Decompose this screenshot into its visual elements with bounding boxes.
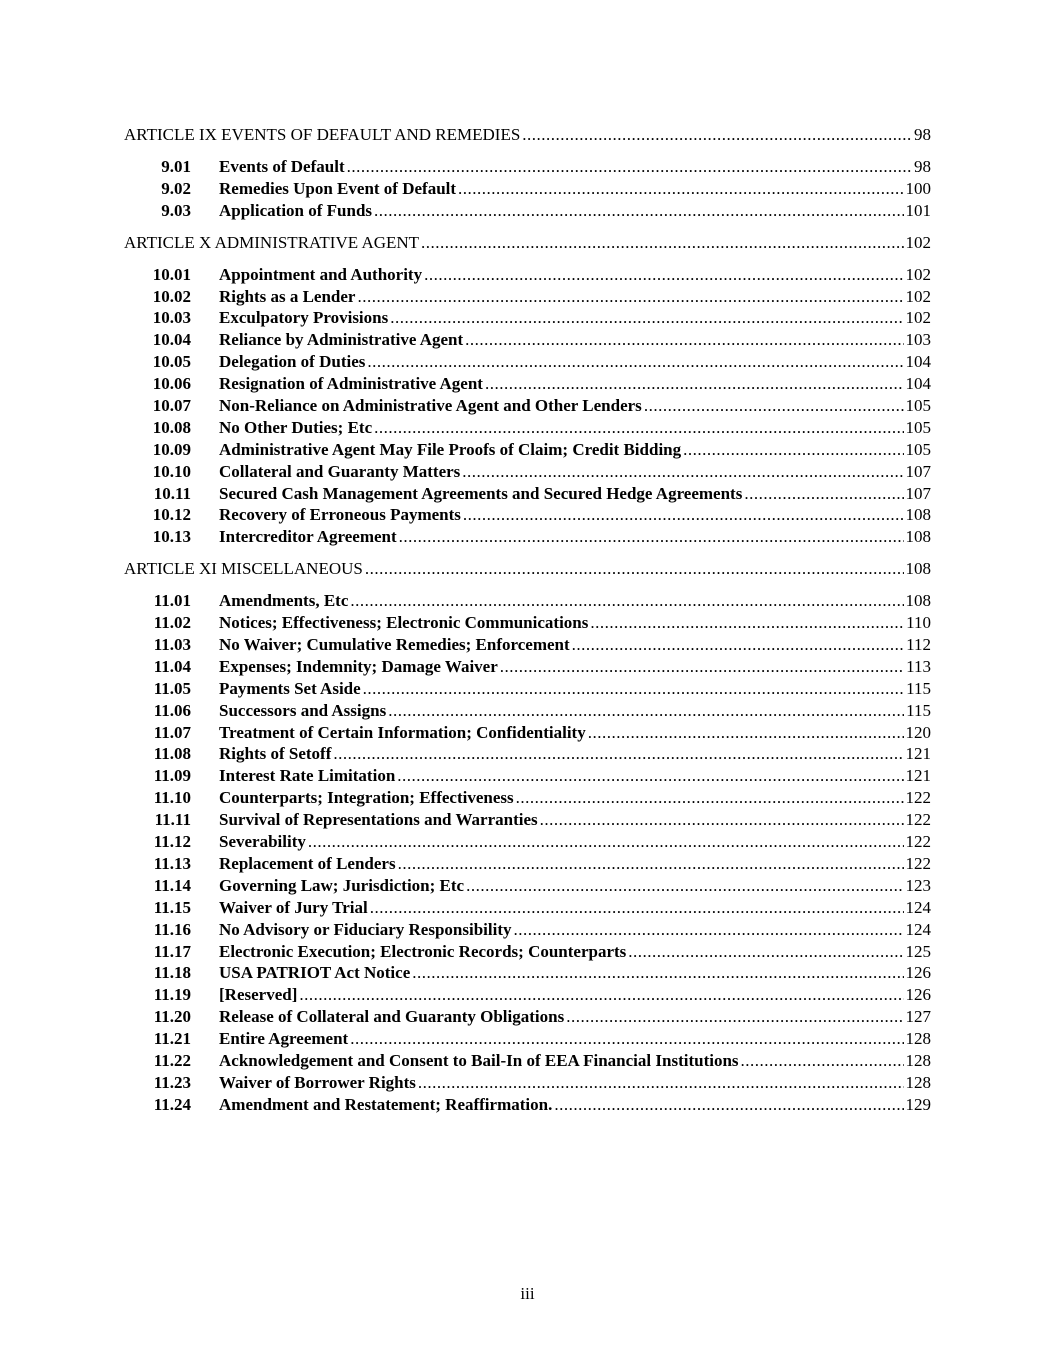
toc-section-number: 10.03: [152, 308, 191, 328]
toc-section-number: 10.13: [152, 527, 191, 547]
toc-section-entry[interactable]: [124, 417, 931, 439]
toc-section-entry[interactable]: [124, 678, 931, 700]
toc-page-number: 120: [905, 722, 931, 742]
toc-section-number: 10.02: [152, 286, 191, 306]
toc-page-number: 121: [905, 744, 931, 764]
toc-section-number: 11.08: [153, 744, 191, 764]
toc-page-number: 125: [905, 941, 931, 961]
toc-section-number: 10.05: [152, 352, 191, 372]
toc-section-title: Rights as a Lender: [219, 286, 356, 306]
toc-page-number: 105: [905, 439, 931, 459]
toc-page-number: 115: [906, 678, 931, 698]
dot-leader: [572, 634, 904, 656]
dot-leader: [522, 124, 912, 146]
toc-page-number: 100: [905, 178, 931, 198]
dot-leader: [462, 461, 903, 483]
toc-section-title: Replacement of Lenders: [219, 853, 396, 873]
toc-page-number: 102: [905, 308, 931, 328]
toc-section-entry[interactable]: [124, 526, 931, 548]
toc-section-title: Entire Agreement: [219, 1029, 349, 1049]
toc-page-number: 110: [906, 613, 931, 633]
toc-section-entry[interactable]: [124, 156, 931, 178]
toc-section-entry[interactable]: [124, 612, 931, 634]
toc-section-title: Governing Law; Jurisdiction; Etc: [219, 875, 465, 895]
toc-page-number: 108: [905, 591, 931, 611]
dot-leader: [744, 483, 903, 505]
toc-section-title: Rights of Setoff: [219, 744, 332, 764]
toc-section-title: Amendment and Restatement; Reaffirmation.: [219, 1094, 553, 1114]
toc-page-number: 122: [905, 810, 931, 830]
toc-page-number: 103: [905, 330, 931, 350]
toc-page-number: 107: [905, 483, 931, 503]
dot-leader: [500, 656, 904, 678]
toc-section-title: Appointment and Authority: [219, 264, 423, 284]
dot-leader: [308, 831, 904, 853]
toc-section-title: Severability: [219, 832, 306, 852]
toc-section-number: 11.05: [153, 678, 191, 698]
toc-section-title: Collateral and Guaranty Matters: [219, 461, 461, 481]
toc-section-title: Notices; Effectiveness; Electronic Communications: [219, 613, 589, 633]
toc-section-number: 10.06: [152, 374, 191, 394]
toc-section-entry[interactable]: [124, 1072, 931, 1094]
toc-section-entry[interactable]: [124, 919, 931, 941]
toc-section-entry[interactable]: [124, 787, 931, 809]
dot-leader: [590, 612, 904, 634]
toc-page-number: 108: [905, 527, 931, 547]
dot-leader: [741, 1050, 904, 1072]
toc-page-number: 126: [905, 963, 931, 983]
dot-leader: [397, 765, 903, 787]
toc-section-number: 10.11: [153, 483, 191, 503]
toc-page-number: 102: [905, 232, 931, 252]
toc-section-entry[interactable]: [124, 984, 931, 1006]
toc-section-title: Intercreditor Agreement: [219, 527, 397, 547]
toc-section-title: No Advisory or Fiduciary Responsibility: [219, 919, 512, 939]
toc-section-entry[interactable]: [124, 962, 931, 984]
toc-page-number: 124: [905, 919, 931, 939]
toc-section-title: Expenses; Indemnity; Damage Waiver: [219, 656, 498, 676]
toc-section-number: 10.10: [152, 461, 191, 481]
toc-section-entry[interactable]: [124, 1028, 931, 1050]
dot-leader: [554, 1094, 903, 1116]
dot-leader: [418, 1072, 904, 1094]
toc-section-number: 11.06: [153, 700, 191, 720]
toc-section-title: Application of Funds: [219, 200, 373, 220]
toc-section-number: 10.04: [152, 330, 191, 350]
toc-section-title: Administrative Agent May File Proofs of Claim; Credit Bidding: [219, 439, 682, 459]
toc-section-title: Survival of Representations and Warranties: [219, 810, 538, 830]
toc-section-number: 11.22: [153, 1050, 191, 1070]
dot-leader: [390, 307, 903, 329]
toc-section-title: Electronic Execution; Electronic Records; Counterparts: [219, 941, 627, 961]
toc-section-entry[interactable]: [124, 264, 931, 286]
toc-section-number: 9.02: [161, 178, 191, 198]
dot-leader: [365, 558, 904, 580]
toc-section-entry[interactable]: [124, 765, 931, 787]
dot-leader: [514, 919, 904, 941]
toc-page-number: 126: [905, 985, 931, 1005]
toc-section-title: Events of Default: [219, 157, 345, 176]
toc-page-number: 105: [905, 417, 931, 437]
dot-leader: [540, 809, 904, 831]
toc-section-entry[interactable]: [124, 286, 931, 308]
toc-section-title: Acknowledgement and Consent to Bail-In of EEA Financial Institutions: [219, 1050, 739, 1070]
toc-section-entry[interactable]: [124, 307, 931, 329]
toc-page-number: 108: [905, 505, 931, 525]
toc-article-entry[interactable]: [124, 124, 931, 146]
toc-section-title: [Reserved]: [219, 985, 298, 1005]
toc-section-entry[interactable]: [124, 461, 931, 483]
dot-leader: [350, 1028, 903, 1050]
toc-section-number: 11.19: [153, 985, 191, 1005]
toc-section-number: 11.01: [153, 591, 191, 611]
toc-section-number: 11.10: [153, 788, 191, 808]
toc-section-title: Recovery of Erroneous Payments: [219, 505, 461, 525]
dot-leader: [333, 743, 903, 765]
toc-section-number: 11.04: [153, 656, 191, 676]
toc-section-entry[interactable]: [124, 483, 931, 505]
toc-section-title: USA PATRIOT Act Notice: [219, 963, 411, 983]
toc-page-number: 128: [905, 1050, 931, 1070]
dot-leader: [566, 1006, 903, 1028]
toc-section-entry[interactable]: [124, 634, 931, 656]
toc-section-entry[interactable]: [124, 700, 931, 722]
toc-section-entry[interactable]: [124, 329, 931, 351]
toc-section-entry[interactable]: [124, 941, 931, 963]
toc-article-title: ARTICLE IX EVENTS OF DEFAULT AND REMEDIES: [124, 125, 521, 144]
toc-section-title: Remedies Upon Event of Default: [219, 178, 457, 198]
dot-leader: [412, 962, 903, 984]
toc-section-title: Secured Cash Management Agreements and Secured Hedge Agreements: [219, 483, 743, 503]
dot-leader: [628, 941, 903, 963]
toc-page-number: 113: [906, 656, 931, 676]
toc-page-number: 98: [914, 157, 931, 176]
toc-section-entry[interactable]: [124, 831, 931, 853]
toc-section-title: Resignation of Administrative Agent: [219, 374, 483, 394]
toc-section-number: 11.11: [154, 810, 191, 830]
toc-section-number: 10.09: [152, 439, 191, 459]
toc-page-number: 115: [906, 700, 931, 720]
dot-leader: [299, 984, 903, 1006]
dot-leader: [374, 200, 903, 222]
dot-leader: [465, 329, 903, 351]
dot-leader: [485, 373, 904, 395]
toc-page-number: 128: [905, 1072, 931, 1092]
toc-page-number: 121: [905, 766, 931, 786]
toc-section-entry[interactable]: [124, 1050, 931, 1072]
toc-page-number: 122: [905, 788, 931, 808]
toc-page-number: 123: [905, 875, 931, 895]
toc-page-number: 124: [905, 897, 931, 917]
toc-page-number: 104: [905, 352, 931, 372]
toc-page-number: 105: [905, 396, 931, 416]
toc-article-entry[interactable]: [124, 232, 931, 254]
toc-section-entry[interactable]: [124, 200, 931, 222]
toc-section-entry[interactable]: [124, 351, 931, 373]
toc-section-title: Release of Collateral and Guaranty Obligations: [219, 1007, 565, 1027]
toc-section-number: 11.20: [153, 1007, 191, 1027]
toc-section-number: 10.12: [152, 505, 191, 525]
toc-page-number: 112: [906, 635, 931, 655]
dot-leader: [357, 286, 903, 308]
toc-section-number: 10.01: [152, 264, 191, 284]
toc-page-number: 128: [905, 1029, 931, 1049]
dot-leader: [398, 853, 904, 875]
toc-section-title: No Other Duties; Etc: [219, 417, 373, 437]
toc-section-number: 11.03: [153, 635, 191, 655]
toc-section-number: 11.17: [153, 941, 191, 961]
toc-section-title: Non-Reliance on Administrative Agent and Other Lenders: [219, 396, 642, 416]
toc-section-number: 10.07: [152, 396, 191, 416]
toc-section-number: 11.12: [153, 832, 191, 852]
toc-section-number: 11.02: [153, 613, 191, 633]
toc-section-entry[interactable]: [124, 743, 931, 765]
dot-leader: [466, 875, 903, 897]
toc-section-number: 11.15: [153, 897, 191, 917]
toc-section-title: No Waiver; Cumulative Remedies; Enforcement: [219, 635, 570, 655]
page-number: iii: [520, 1284, 535, 1303]
toc-section-title: Successors and Assigns: [219, 700, 387, 720]
toc-section-entry[interactable]: [124, 722, 931, 744]
toc-section-number: 10.08: [152, 417, 191, 437]
dot-leader: [644, 395, 904, 417]
toc-section-title: Payments Set Aside: [219, 678, 361, 698]
dot-leader: [350, 590, 903, 612]
toc-section-entry[interactable]: [124, 1006, 931, 1028]
toc-section-number: 11.16: [153, 919, 191, 939]
dot-leader: [367, 351, 903, 373]
toc-section-number: 11.21: [153, 1029, 191, 1049]
toc-section-entry[interactable]: [124, 439, 931, 461]
toc-section-title: Waiver of Jury Trial: [219, 897, 368, 917]
toc-section-entry[interactable]: [124, 853, 931, 875]
toc-section-title: Exculpatory Provisions: [219, 308, 389, 328]
toc-section-number: 11.09: [153, 766, 191, 786]
toc-article-entry[interactable]: [124, 558, 931, 580]
dot-leader: [388, 700, 904, 722]
toc-section-title: Waiver of Borrower Rights: [219, 1072, 416, 1092]
toc-page-number: 127: [905, 1007, 931, 1027]
toc-page-number: 98: [914, 125, 931, 144]
toc-section-title: Treatment of Certain Information; Confidentiality: [219, 722, 586, 742]
dot-leader: [370, 897, 904, 919]
toc-section-entry[interactable]: [124, 504, 931, 526]
toc-section-title: Interest Rate Limitation: [219, 766, 396, 786]
toc-article-title: ARTICLE XI MISCELLANEOUS: [124, 559, 363, 579]
toc-page-number: 129: [905, 1094, 931, 1114]
toc-article-title: ARTICLE X ADMINISTRATIVE AGENT: [124, 232, 420, 252]
toc-page-number: 108: [905, 559, 931, 579]
toc-section-title: Amendments, Etc: [219, 591, 349, 611]
toc-section-entry[interactable]: [124, 395, 931, 417]
toc-page-number: 107: [905, 461, 931, 481]
dot-leader: [374, 417, 903, 439]
dot-leader: [347, 156, 912, 178]
dot-leader: [424, 264, 903, 286]
toc-page-number: 122: [905, 853, 931, 873]
table-of-contents: [124, 124, 931, 1116]
toc-section-number: 9.03: [161, 200, 191, 220]
toc-section-number: 11.13: [153, 853, 191, 873]
toc-section-number: 11.14: [153, 875, 191, 895]
toc-page-number: 101: [905, 200, 931, 220]
toc-page-number: 122: [905, 832, 931, 852]
toc-section-number: 11.18: [153, 963, 191, 983]
dot-leader: [458, 178, 903, 200]
dot-leader: [421, 232, 903, 254]
toc-section-entry[interactable]: [124, 178, 931, 200]
toc-section-entry[interactable]: [124, 656, 931, 678]
toc-section-number: 11.07: [153, 722, 191, 742]
dot-leader: [683, 439, 903, 461]
toc-page-number: 102: [905, 264, 931, 284]
toc-section-title: Delegation of Duties: [219, 352, 366, 372]
toc-section-entry[interactable]: [124, 809, 931, 831]
dot-leader: [516, 787, 904, 809]
toc-section-entry[interactable]: [124, 875, 931, 897]
dot-leader: [588, 722, 904, 744]
toc-section-title: Counterparts; Integration; Effectiveness: [219, 788, 514, 808]
toc-section-number: 11.23: [153, 1072, 191, 1092]
dot-leader: [363, 678, 904, 700]
toc-page-number: 104: [905, 374, 931, 394]
toc-section-title: Reliance by Administrative Agent: [219, 330, 464, 350]
dot-leader: [399, 526, 904, 548]
toc-section-number: 11.24: [153, 1094, 191, 1114]
toc-section-number: 9.01: [161, 157, 191, 176]
toc-section-entry[interactable]: [124, 373, 931, 395]
toc-section-entry[interactable]: [124, 590, 931, 612]
toc-page-number: 102: [905, 286, 931, 306]
dot-leader: [463, 504, 904, 526]
toc-section-entry[interactable]: [124, 897, 931, 919]
toc-section-entry[interactable]: [124, 1094, 931, 1116]
